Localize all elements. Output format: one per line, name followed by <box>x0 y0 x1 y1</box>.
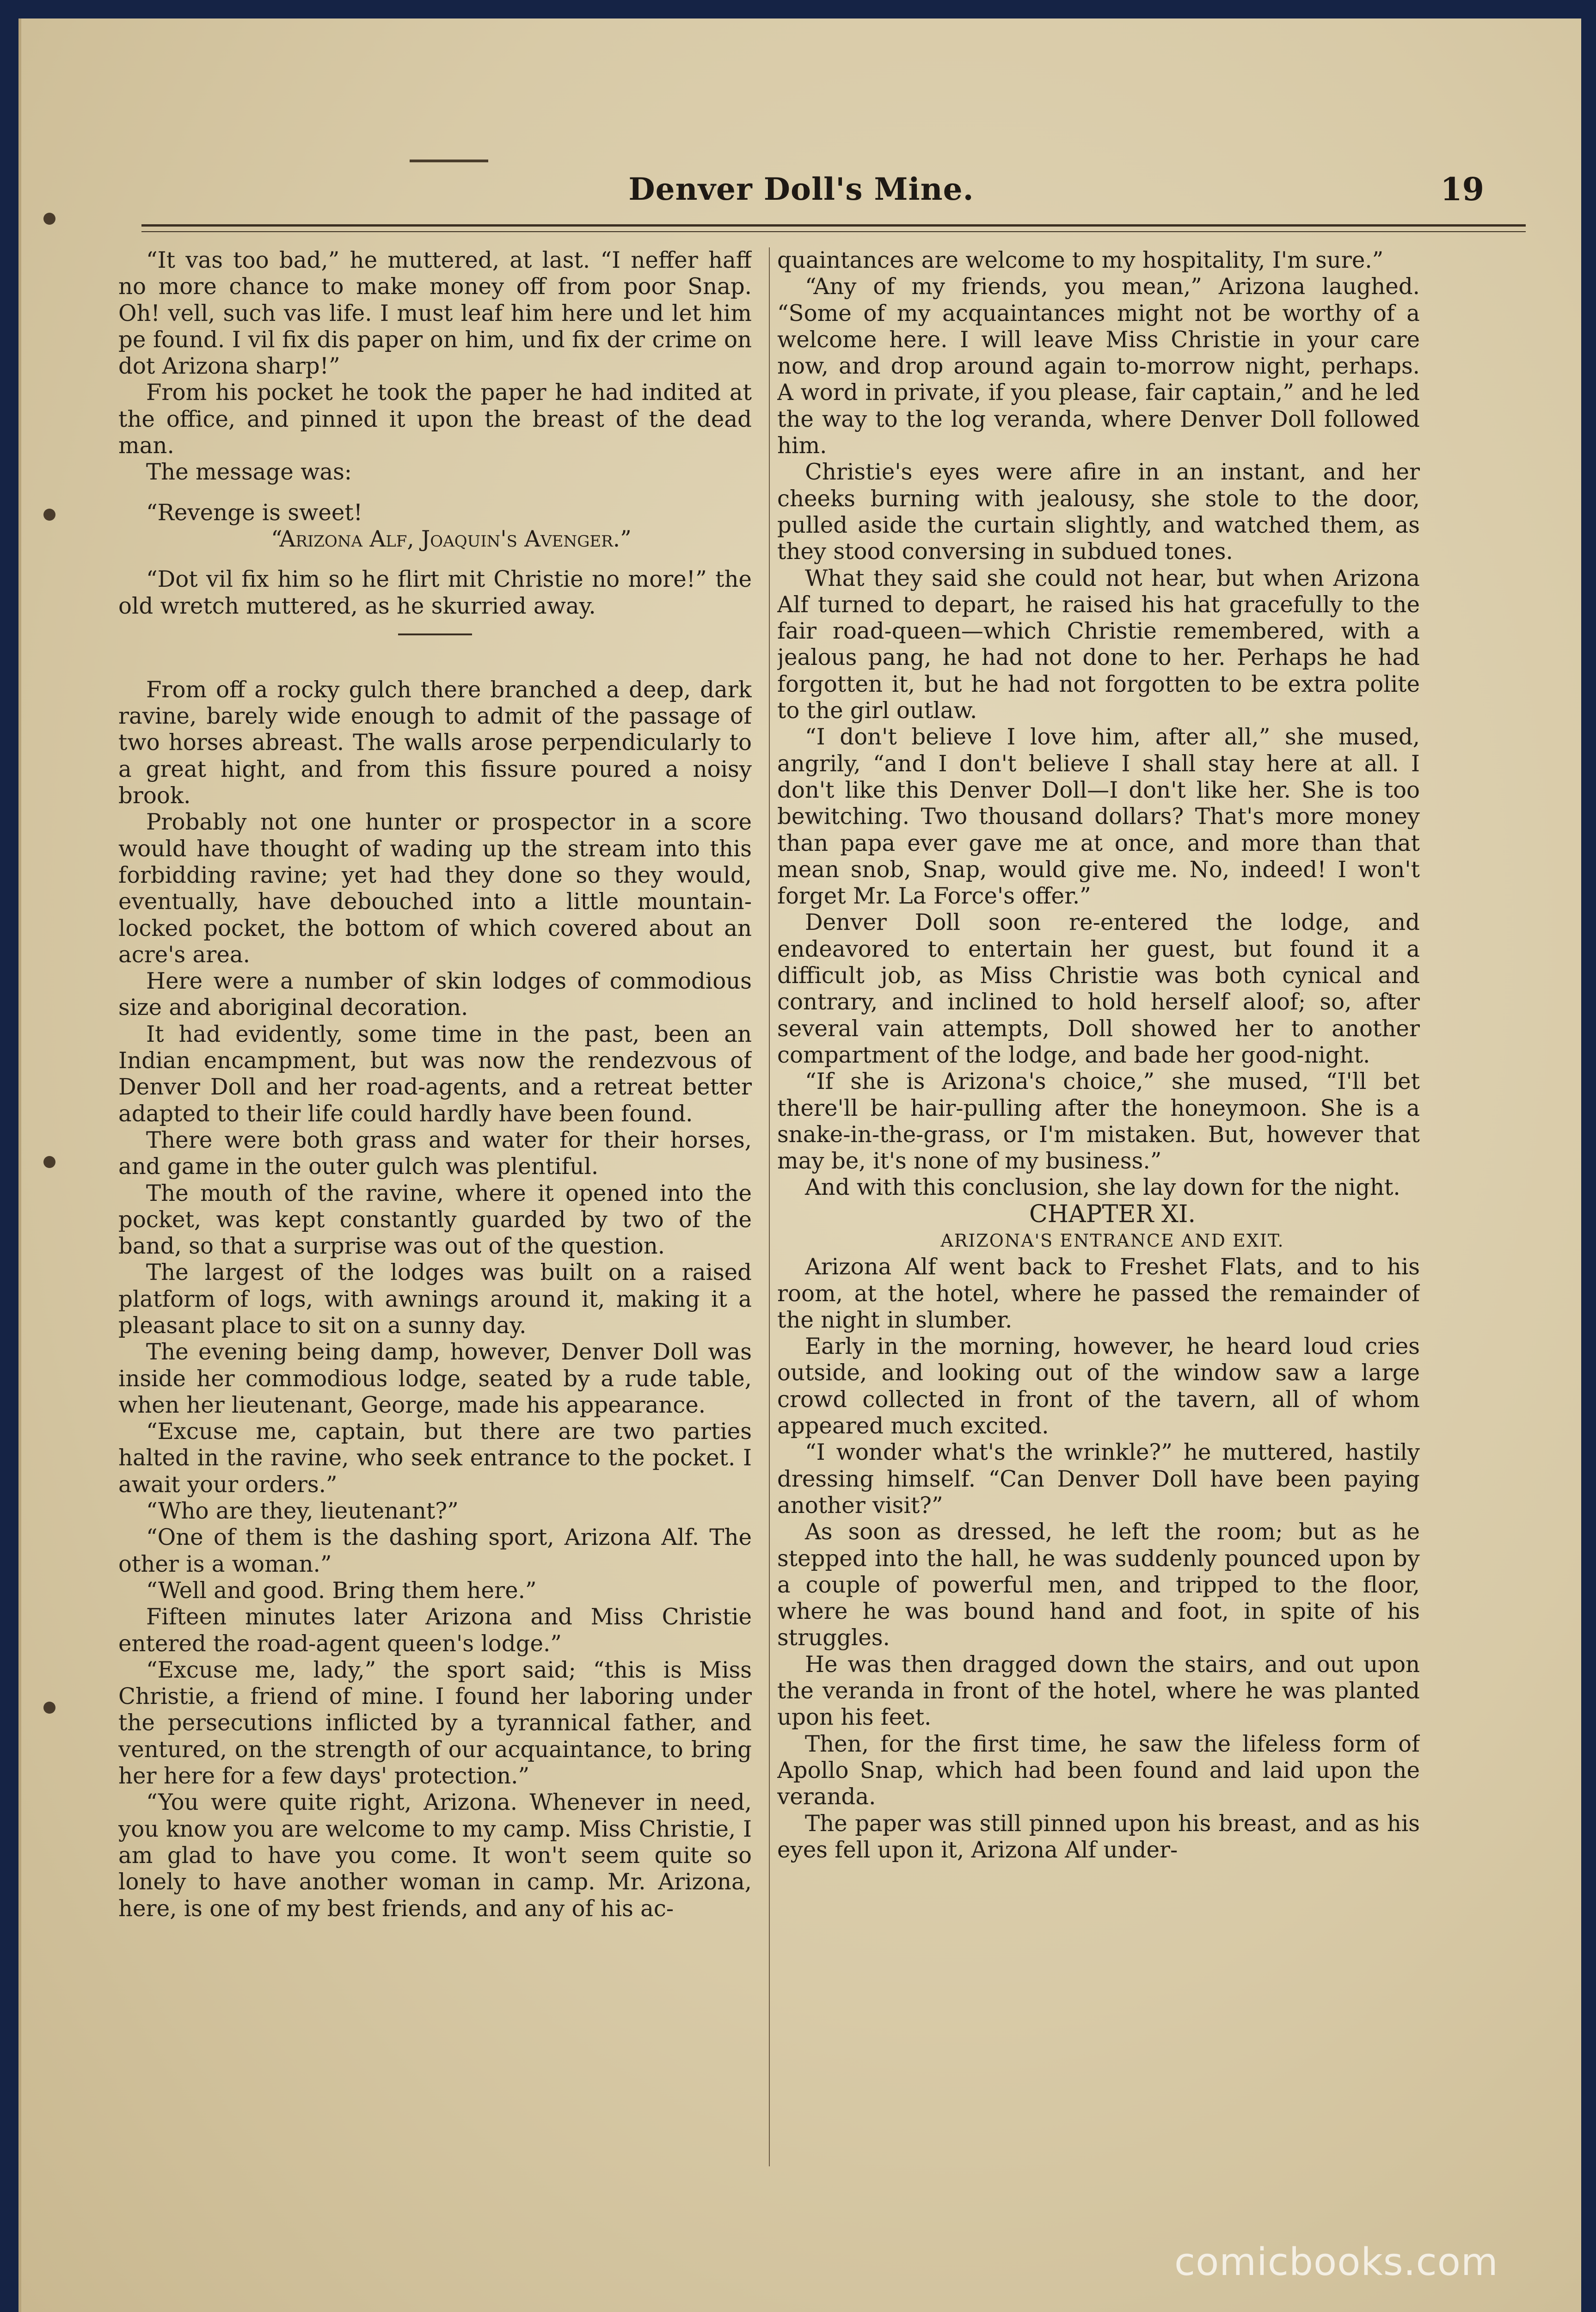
paragraph: Arizona Alf went back to Freshet Flats, and to his room, at the hotel, where he passed the remainder of the night in slumber. <box>777 1254 1420 1333</box>
paragraph: He was then dragged down the stairs, and out upon the veranda in front of the hotel, where he was planted upon his feet. <box>777 1651 1420 1731</box>
paragraph: “Excuse me, captain, but there are two parties halted in the ravine, who seek entrance to the pocket. I await your orders.” <box>118 1419 752 1498</box>
paragraph: Christie's eyes were afire in an instant, and her cheeks burning with jealousy, she stole to the door, pulled aside the curtain slightly, and watched them, as they stood conversing in subdued tones. <box>777 459 1420 565</box>
paragraph: The mouth of the ravine, where it opened into the pocket, was kept constantly guarded by two of the band, so that a surprise was out of the question. <box>118 1180 752 1260</box>
paragraph: The largest of the lodges was built on a raised platform of logs, with awnings around it, making it a pleasant place to sit on a sunny day. <box>118 1260 752 1339</box>
paragraph: “If she is Arizona's choice,” she mused, “I'll bet there'll be hair-pulling after the honeymoon. She is a snake-in-the-grass, or I'm mistaken. But, however that may be, it's none of my business.” <box>777 1069 1420 1174</box>
binding-hole <box>43 509 55 521</box>
book-page <box>18 18 1581 2312</box>
note-line: “Revenge is sweet! <box>146 499 363 526</box>
binding-hole <box>43 1156 55 1168</box>
paragraph: quaintances are welcome to my hospitality, I'm sure.” <box>777 247 1384 273</box>
paragraph: “I don't believe I love him, after all,” she mused, angrily, “and I don't believe I shall stay here at all. I don't like this Denver Doll—I don't like her. She is too bewitching. Two thousand dollars? That's more money than papa ever gave me at once, and more than that mean snob, Snap, would give me. No, indeed! I won't forget Mr. La Force's offer.” <box>777 724 1420 910</box>
paragraph: What they said she could not hear, but when Arizona Alf turned to depart, he raised his hat gracefully to the fair road-queen—which Christie remembered, with a jealous pang, he had not done to her. Perhaps he had forgotten it, but he had not forgotten to be extra polite to the girl outlaw. <box>777 565 1420 724</box>
right-column <box>777 247 1420 2162</box>
column-divider <box>769 247 770 2166</box>
paragraph: Probably not one hunter or prospector in a score would have thought of wading up the stream into this forbidding ravine; yet had they done so they would, eventually, have debouched into a little mountain-locked pocket, the bottom of which covered about an acre's area. <box>118 809 752 968</box>
paragraph: Here were a number of skin lodges of commodious size and aboriginal decoration. <box>118 968 752 1021</box>
chapter-subtitle: ARIZONA'S ENTRANCE AND EXIT. <box>940 1230 1284 1251</box>
binding-hole <box>43 213 55 225</box>
left-column <box>118 247 752 2162</box>
paragraph: Denver Doll soon re-entered the lodge, and endeavored to entertain her guest, but found it a difficult job, as Miss Christie was both cynical and contrary, and inclined to hold herself aloof; so, after several vain attempts, Doll showed her to another compartment of the lodge, and bade her good-night. <box>777 910 1420 1068</box>
paragraph: “Well and good. Bring them here.” <box>146 1577 537 1604</box>
paragraph: It had evidently, some time in the past, been an Indian encampment, but was now the rendezvous of Denver Doll and her road-agents, and a retreat better adapted to their life could hardly have been found. <box>118 1021 752 1127</box>
paragraph: Early in the morning, however, he heard loud cries outside, and looking out of the window saw a large crowd collected in front of the tavern, all of whom appeared much excited. <box>777 1334 1420 1439</box>
watermark: comicbooks.com <box>1174 2240 1498 2284</box>
header-rule <box>141 224 1526 232</box>
paragraph: “Excuse me, lady,” the sport said; “this is Miss Christie, a friend of mine. I found her laboring under the persecutions inflicted by a tyrannical father, and ventured, on the strength of our acquaintance, to bring her here for a few days' protection.” <box>118 1657 752 1789</box>
paragraph: There were both grass and water for their horses, and game in the outer gulch was plentiful. <box>118 1127 752 1180</box>
paragraph: And with this conclusion, she lay down for the night. <box>805 1174 1400 1201</box>
paragraph: As soon as dressed, he left the room; but as he stepped into the hall, he was suddenly pounced upon by a couple of powerful men, and tripped to the floor, where he was bound hand and foot, in spite of his struggles. <box>777 1519 1420 1651</box>
binding-hole <box>43 1702 55 1714</box>
paragraph: “I wonder what's the wrinkle?” he muttered, hastily dressing himself. “Can Denver Doll have been paying another visit?” <box>777 1439 1420 1519</box>
paragraph: Fifteen minutes later Arizona and Miss Christie entered the road-agent queen's lodge.” <box>118 1604 752 1657</box>
paragraph: From his pocket he took the paper he had indited at the office, and pinned it upon the breast of the dead man. <box>118 380 752 459</box>
paragraph: The evening being damp, however, Denver Doll was inside her commodious lodge, seated by a rude table, when her lieutenant, George, made his appearance. <box>118 1339 752 1418</box>
paragraph: The message was: <box>146 459 352 486</box>
note-signature: “Arizona Alf, Joaquin's Avenger.” <box>271 526 632 552</box>
header-ornament <box>410 160 488 162</box>
paragraph: “Who are they, lieutenant?” <box>146 1498 459 1525</box>
paragraph: “Any of my friends, you mean,” Arizona laughed. “Some of my acquaintances might not be worthy of a welcome here. I will leave Miss Christie in your care now, and drop around again to-morrow night, perhaps. A word in private, if you please, fair captain,” and he led the way to the log veranda, where Denver Doll followed him. <box>777 274 1420 459</box>
chapter-heading: CHAPTER XI. <box>1029 1200 1196 1228</box>
paragraph: Then, for the first time, he saw the lifeless form of Apollo Snap, which had been found and laid upon the veranda. <box>777 1731 1420 1810</box>
page-number: 19 <box>1440 171 1484 208</box>
section-separator <box>398 633 472 635</box>
paragraph: “You were quite right, Arizona. Whenever in need, you know you are welcome to my camp. Miss Christie, I am glad to have you come. It won't seem quite so lonely to have another woman in camp. Mr. Arizona, here, is one of my best friends, and any of his ac- <box>118 1789 752 1922</box>
paragraph: “It vas too bad,” he muttered, at last. “I neffer haff no more chance to make money off from poor Snap. Oh! vell, such vas life. I must leaf him here und let him pe found. I vil fix dis paper on him, und fix der crime on dot Arizona sharp!” <box>118 247 752 380</box>
paragraph: The paper was still pinned upon his breast, and as his eyes fell upon it, Arizona Alf under- <box>777 1810 1420 1863</box>
paragraph: From off a rocky gulch there branched a deep, dark ravine, barely wide enough to admit of the passage of two horses abreast. The walls arose perpendicularly to a great hight, and from this fissure poured a noisy brook. <box>118 676 752 809</box>
paragraph: “Dot vil fix him so he flirt mit Christie no more!” the old wretch muttered, as he skurried away. <box>118 566 752 619</box>
running-title: Denver Doll's Mine. <box>628 171 974 207</box>
paragraph: “One of them is the dashing sport, Arizona Alf. The other is a woman.” <box>118 1525 752 1577</box>
